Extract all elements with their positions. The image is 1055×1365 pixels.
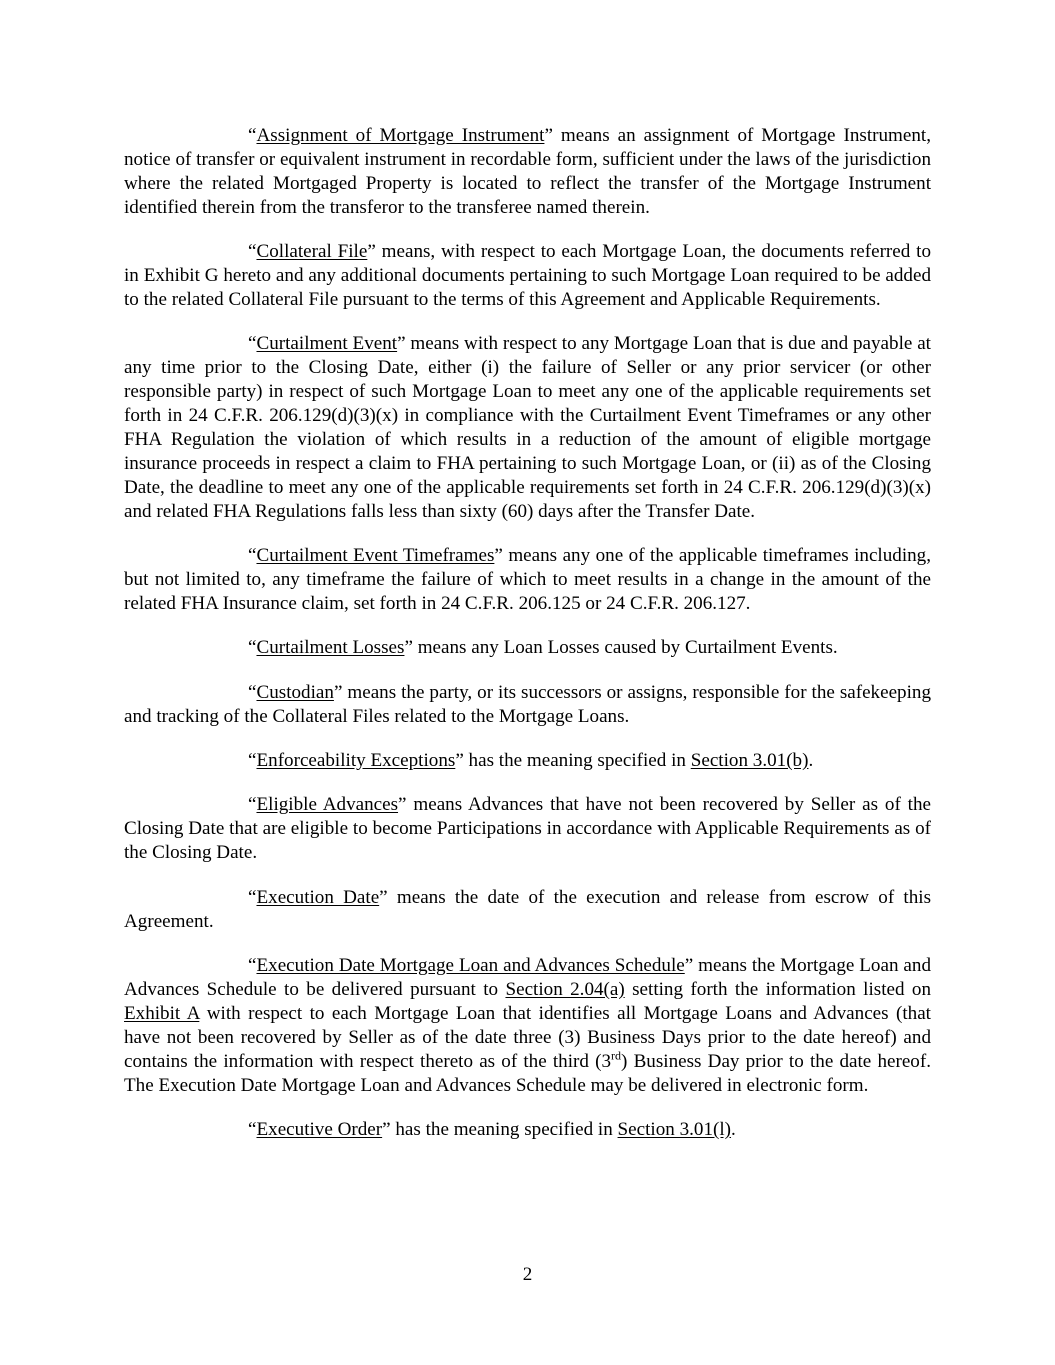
definition-curtailment-event-timeframes: “Curtailment Event Timeframes” means any one of the applicable timeframes including, but not limited to, any timeframe the failure of which to meet results in a change in the amount of the related FHA Insurance claim, set forth in 24 C.F.R. 206.125 or 24 C.F.R. 206.127. <box>124 545 931 614</box>
defined-term: Executive Order <box>256 1118 383 1140</box>
defined-term: Execution Date <box>256 886 380 908</box>
defined-term: Curtailment Losses <box>256 637 405 659</box>
definition-text: ” means with respect to any Mortgage Loan that is due and payable at any time prior to the Closing Date, either (i) the failure of Seller or any prior servicer (or other responsible party) in respect of such Mortgage Loan to meet any one of the applicable requirements set forth in 24 C.F.R. 206.129(d)(3)(x) in compliance with the Curtailment Event Timeframes or any other FHA Regulation the violation of which results in a reduction of the amount of eligible mortgage insurance proceeds in respect a claim to FHA pertaining to such Mortgage Loan, or (ii) as of the Closing Date, the deadline to meet any one of the applicable requirements set forth in 24 C.F.R. 206.129(d)(3)(x) and related FHA Regulations falls less than sixty (60) days after the Transfer Date. <box>124 333 931 522</box>
definition-text: ” means the party, or its successors or assigns, responsible for the safekeeping and tracking of the Collateral Files related to the Mortgage Loans. <box>124 681 931 727</box>
definition-text: ” means, with respect to each Mortgage Loan, the documents referred to in Exhibit G hereto and any additional documents pertaining to such Mortgage Loan required to be added to the related Collateral File pursuant to the terms of this Agreement and Applicable Requirements. <box>124 241 931 310</box>
document-page <box>124 124 931 1162</box>
defined-term: Custodian <box>256 681 334 703</box>
definition-text: ” has the meaning specified in <box>455 750 691 772</box>
defined-term: Curtailment Event Timeframes <box>256 545 495 567</box>
definition-curtailment-losses: “Curtailment Losses” means any Loan Losses caused by Curtailment Events. <box>248 637 838 659</box>
defined-term: Eligible Advances <box>256 794 399 816</box>
ordinal-superscript: rd <box>611 1048 622 1063</box>
definition-executive-order: “Executive Order” has the meaning specified in Section 3.01(l). <box>248 1118 736 1140</box>
page-number: 2 <box>522 1264 533 1285</box>
definition-text: ” means the date of the execution and release from escrow of this Agreement. <box>124 886 931 932</box>
definition-execution-date: “Execution Date” means the date of the execution and release from escrow of this Agreement. <box>124 886 931 932</box>
definition-text: ” means the Mortgage Loan and Advances Schedule to be delivered pursuant to <box>124 954 931 1000</box>
definition-text: ” has the meaning specified in <box>382 1118 618 1140</box>
section-reference-link[interactable]: Section 2.04(a) <box>505 978 625 1000</box>
definition-curtailment-event: “Curtailment Event” means with respect to any Mortgage Loan that is due and payable at any time prior to the Closing Date, either (i) the failure of Seller or any prior servicer (or other responsible party) in respect of such Mortgage Loan to meet any one of the applicable requirements set forth in 24 C.F.R. 206.129(d)(3)(x) in compliance with the Curtailment Event Timeframes or any other FHA Regulation the violation of which results in a reduction of the amount of eligible mortgage insurance proceeds in respect a claim to FHA pertaining to such Mortgage Loan, or (ii) as of the Closing Date, the deadline to meet any one of the applicable requirements set forth in 24 C.F.R. 206.129(d)(3)(x) and related FHA Regulations falls less than sixty (60) days after the Transfer Date. <box>124 333 931 522</box>
definition-text: ” means Advances that have not been recovered by Seller as of the Closing Date that are eligible to become Participations in accordance with Applicable Requirements as of the Closing Date. <box>124 794 931 864</box>
defined-term: Enforceability Exceptions <box>256 750 456 772</box>
definition-custodian: “Custodian” means the party, or its successors or assigns, responsible for the safekeeping and tracking of the Collateral Files related to the Mortgage Loans. <box>124 681 931 727</box>
defined-term: Collateral File <box>256 241 368 263</box>
definition-execution-date-schedule: “Execution Date Mortgage Loan and Advances Schedule” means the Mortgage Loan and Advances Schedule to be delivered pursuant to Section 2.04(a) setting forth the information listed on Exhibit A with respect to each Mortgage Loan that identifies all Mortgage Loans and Advances (that have not been recovered by Seller as of the date three (3) Business Days prior to the date hereof) and contains the information with respect thereto as of the third (3rd) Business Day prior to the date hereof. The Execution Date Mortgage Loan and Advances Schedule may be delivered in electronic form. <box>124 954 931 1096</box>
definition-assignment-of-mortgage-instrument: “Assignment of Mortgage Instrument” means an assignment of Mortgage Instrument, notice of transfer or equivalent instrument in recordable form, sufficient under the laws of the jurisdiction where the related Mortgaged Property is located to reflect the transfer of the Mortgage Instrument identified therein from the transferor to the transferee named therein. <box>124 125 931 218</box>
defined-term: Curtailment Event <box>256 333 398 355</box>
section-reference-link[interactable]: Section 3.01(b) <box>690 750 809 772</box>
exhibit-reference-link[interactable]: Exhibit A <box>124 1002 200 1024</box>
definition-enforceability-exceptions: “Enforceability Exceptions” has the meaning specified in Section 3.01(b). <box>248 750 814 772</box>
definition-text: ” means any one of the applicable timeframes including, but not limited to, any timeframe the failure of which to meet results in a change in the amount of the related FHA Insurance claim, set forth in 24 C.F.R. 206.125 or 24 C.F.R. 206.127. <box>124 545 931 614</box>
definition-text: ” means any Loan Losses caused by Curtailment Events. <box>404 637 838 659</box>
definition-collateral-file: “Collateral File” means, with respect to each Mortgage Loan, the documents referred to in Exhibit G hereto and any additional documents pertaining to such Mortgage Loan required to be added to the related Collateral File pursuant to the terms of this Agreement and Applicable Requirements. <box>124 241 931 310</box>
defined-term: Execution Date Mortgage Loan and Advances Schedule <box>256 954 685 976</box>
section-reference-link[interactable]: Section 3.01(l) <box>617 1118 732 1140</box>
definition-eligible-advances: “Eligible Advances” means Advances that have not been recovered by Seller as of the Closing Date that are eligible to become Participations in accordance with Applicable Requirements as of the Closing Date. <box>124 794 931 864</box>
defined-term: Assignment of Mortgage Instrument <box>256 125 545 146</box>
definition-text: ” means an assignment of Mortgage Instrument, notice of transfer or equivalent instrument in recordable form, sufficient under the laws of the jurisdiction where the related Mortgaged Property is located to reflect the transfer of the Mortgage Instrument identified therein from the transferor to the transferee named therein. <box>124 125 931 218</box>
